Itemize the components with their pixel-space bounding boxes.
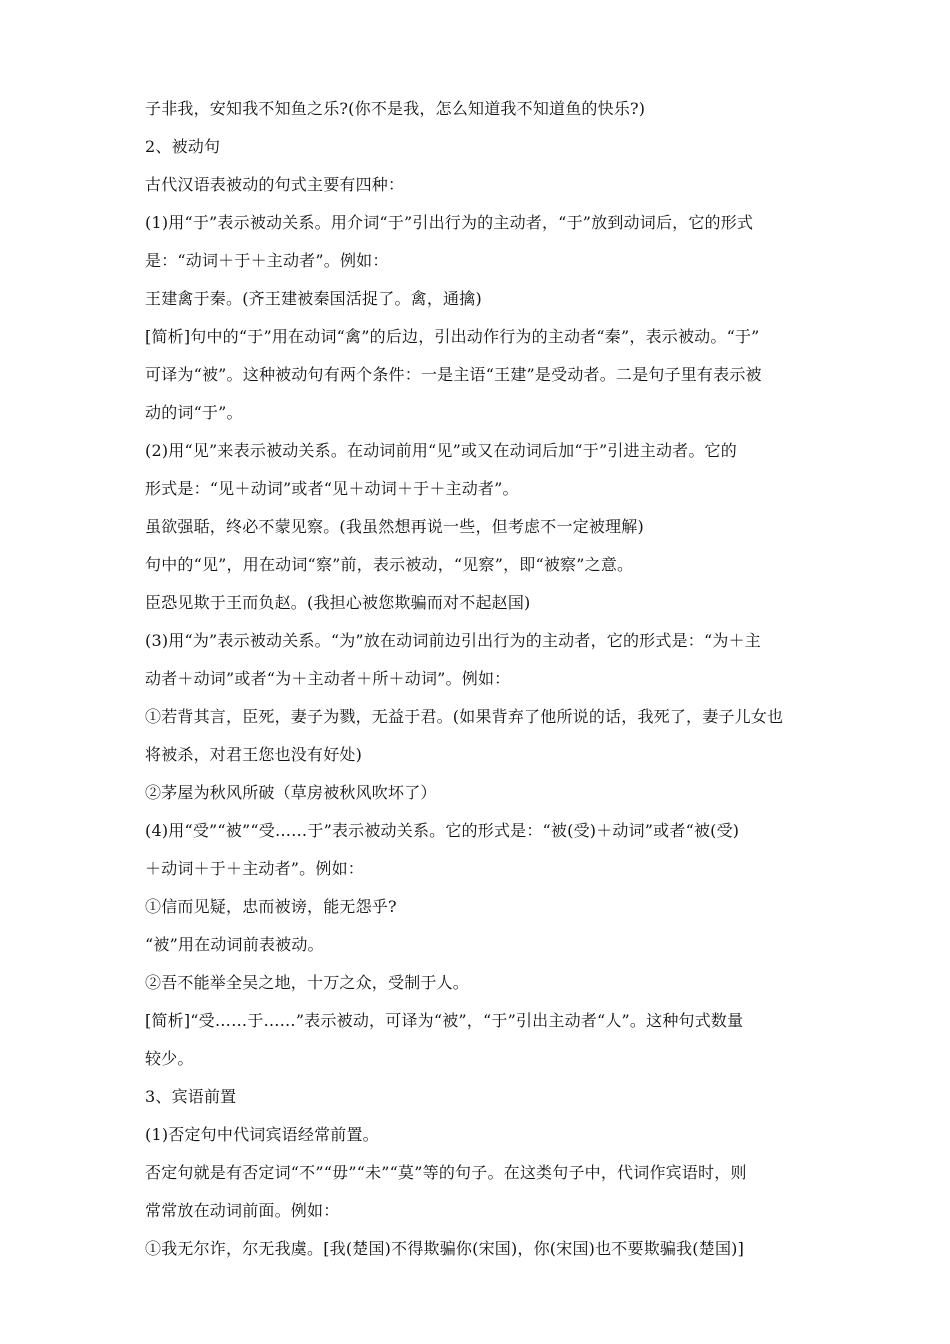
text-line: (3)用“为”表示被动关系。“为”放在动词前边引出行为的主动者，它的形式是：“为＋主 xyxy=(145,631,761,650)
text-line: [简析]“受……于……”表示被动，可译为“被”，“于”引出主动者“人”。这种句式数量 xyxy=(145,1011,744,1030)
text-line: 否定句就是有否定词“不”“毋”“未”“莫”等的句子。在这类句子中，代词作宾语时，则 xyxy=(145,1163,747,1182)
text-line: (4)用“受”“被”“受……于”表示被动关系。它的形式是：“被(受)＋动词”或者“被(受) xyxy=(145,821,740,840)
section-heading: 2、被动句 xyxy=(145,137,221,156)
text-line: ①信而见疑，忠而被谤，能无怨乎? xyxy=(145,897,397,916)
section-heading: 3、宾语前置 xyxy=(145,1087,237,1106)
text-line: (1)否定句中代词宾语经常前置。 xyxy=(145,1125,379,1144)
text-line: 子非我，安知我不知鱼之乐?(你不是我，怎么知道我不知道鱼的快乐?) xyxy=(145,99,646,118)
text-line: ②吾不能举全吴之地，十万之众，受制于人。 xyxy=(145,973,470,992)
text-line: ②茅屋为秋风所破（草房被秋风吹坏了） xyxy=(145,783,437,802)
text-line: 古代汉语表被动的句式主要有四种： xyxy=(145,175,405,194)
text-line: 是：“动词＋于＋主动者”。例如： xyxy=(145,251,389,270)
text-line: ①我无尔诈，尔无我虞。[我(楚国)不得欺骗你(宋国)，你(宋国)也不要欺骗我(楚国)] xyxy=(145,1239,745,1258)
text-line: ＋动词＋于＋主动者”。例如： xyxy=(145,859,364,878)
text-line: 动者＋动词”或者“为＋主动者＋所＋动词”。例如： xyxy=(145,669,511,688)
text-line: “被”用在动词前表被动。 xyxy=(145,935,324,954)
text-line: 将被杀，对君王您也没有好处) xyxy=(145,745,363,764)
text-line: 可译为“被”。这种被动句有两个条件：一是主语“王建”是受动者。二是句子里有表示被 xyxy=(145,365,762,384)
text-line: 形式是：“见＋动词”或者“见＋动词＋于＋主动者”。 xyxy=(145,479,519,498)
text-line: ①若背其言，臣死，妻子为戮，无益于君。(如果背弃了他所说的话，我死了，妻子儿女也 xyxy=(145,707,784,726)
text-line: 句中的“见”，用在动词“察”前，表示被动，“见察”，即“被察”之意。 xyxy=(145,555,634,574)
text-line: [简析]句中的“于”用在动词“禽”的后边，引出动作行为的主动者“秦”，表示被动。“于” xyxy=(145,327,760,346)
text-line: 臣恐见欺于王而负赵。(我担心被您欺骗而对不起赵国) xyxy=(145,593,531,612)
text-line: 王建禽于秦。(齐王建被秦国活捉了。禽，通擒) xyxy=(145,289,482,308)
text-line: 较少。 xyxy=(145,1049,194,1068)
text-line: (1)用“于”表示被动关系。用介词“于”引出行为的主动者，“于”放到动词后，它的形式 xyxy=(145,213,754,232)
text-line: 动的词“于”。 xyxy=(145,403,243,422)
text-line: (2)用“见”来表示被动关系。在动词前用“见”或又在动词后加“于”引进主动者。它的 xyxy=(145,441,737,460)
text-line: 虽欲强聒，终必不蒙见察。(我虽然想再说一些，但考虑不一定被理解) xyxy=(145,517,644,536)
text-line: 常常放在动词前面。例如： xyxy=(145,1201,340,1220)
